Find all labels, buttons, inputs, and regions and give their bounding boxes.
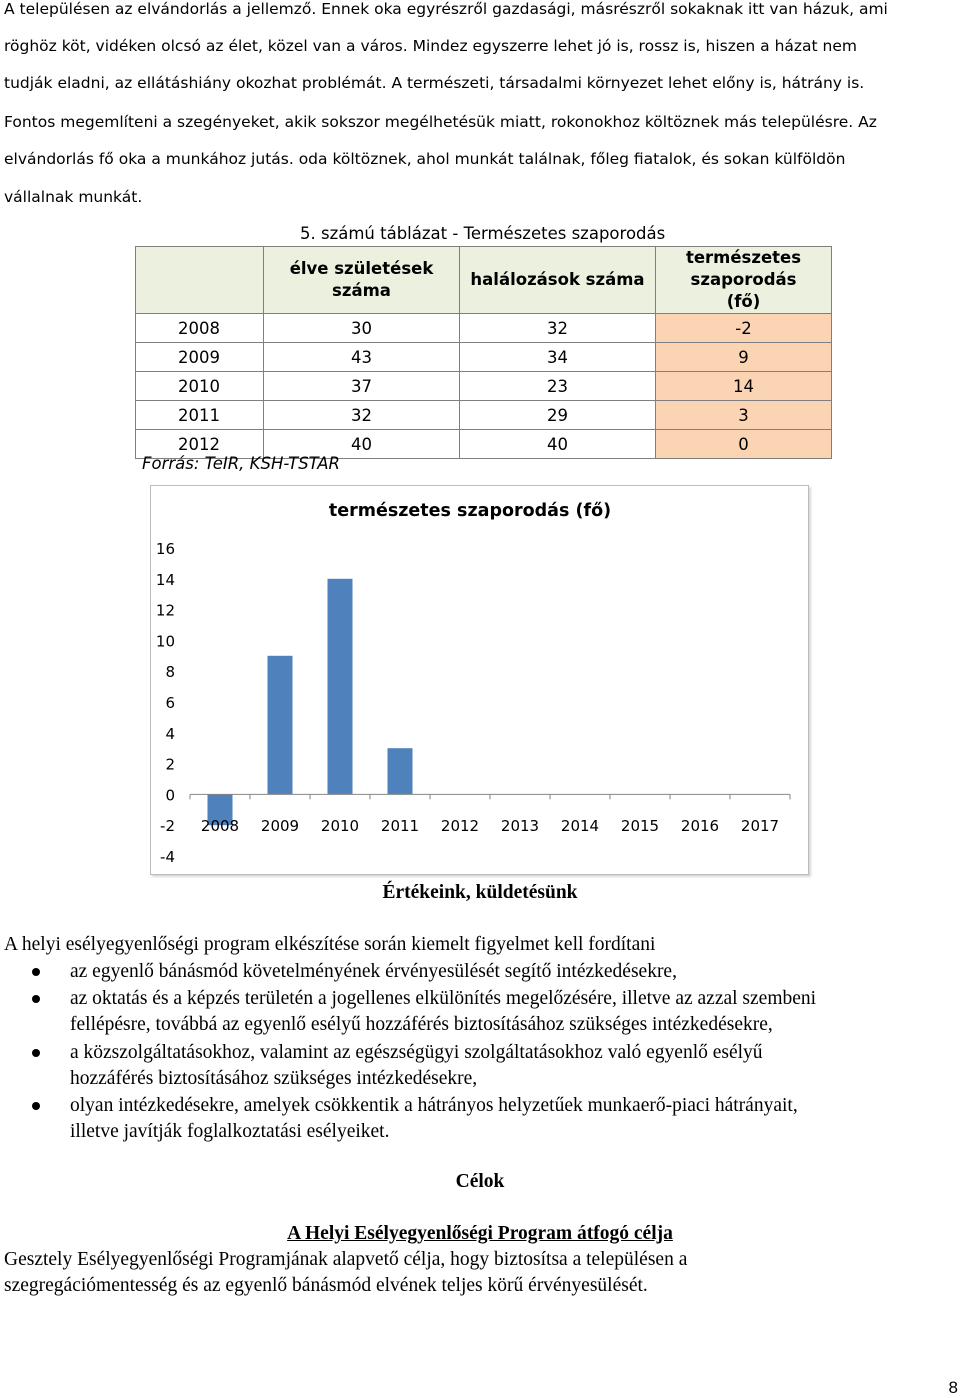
chart-title: természetes szaporodás (fő) bbox=[329, 501, 611, 521]
y-tick-label: -4 bbox=[160, 848, 175, 866]
list-item-continuation: hozzáférés biztosításához szükséges intézkedésekre, bbox=[70, 1068, 477, 1090]
page-number: 8 bbox=[949, 1378, 958, 1398]
bullet-dot bbox=[32, 1102, 40, 1110]
cell-births: 32 bbox=[264, 401, 460, 430]
bullet-dot bbox=[32, 1049, 40, 1057]
y-tick-label: 2 bbox=[165, 756, 175, 774]
cell-deaths: 34 bbox=[460, 343, 656, 372]
y-tick-label: 16 bbox=[156, 540, 175, 558]
y-tick-label: 12 bbox=[156, 602, 175, 620]
x-tick-label: 2011 bbox=[381, 817, 419, 835]
intro-line-4: Fontos megemlíteni a szegényeket, akik sokszor megélhetésük miatt, rokonokhoz költöznek más településre. Az bbox=[4, 113, 958, 131]
y-tick-label: -2 bbox=[160, 817, 175, 835]
table-row bbox=[136, 401, 832, 430]
list-item: olyan intézkedésekre, amelyek csökkentik a hátrányos helyzetűek munkaerő-piaci hátrányait, bbox=[70, 1095, 958, 1117]
table-header-empty bbox=[136, 247, 264, 314]
goals-heading: Célok bbox=[0, 1171, 960, 1193]
cell-year: 2008 bbox=[136, 314, 264, 343]
table-header-deaths: halálozások száma bbox=[460, 247, 656, 314]
bar bbox=[328, 579, 353, 795]
cell-deaths: 40 bbox=[460, 430, 656, 459]
values-intro: A helyi esélyegyenlőségi program elkészítése során kiemelt figyelmet kell fordítani bbox=[4, 934, 655, 956]
bullet-dot bbox=[32, 968, 40, 976]
list-item: az egyenlő bánásmód követelményének érvényesülését segítő intézkedésekre, bbox=[70, 961, 677, 983]
cell-year: 2011 bbox=[136, 401, 264, 430]
list-item-continuation: illetve javítják foglalkoztatási esélyeiket. bbox=[70, 1121, 389, 1143]
list-item: az oktatás és a képzés területén a jogellenes elkülönítés megelőzésére, illetve az azzal szembeni bbox=[70, 988, 958, 1010]
cell-deaths: 32 bbox=[460, 314, 656, 343]
goal-text-line-2: szegregációmentesség és az egyenlő bánásmód elvének teljes körű érvényesülését. bbox=[4, 1275, 648, 1297]
cell-year: 2010 bbox=[136, 372, 264, 401]
y-tick-label: 4 bbox=[165, 725, 175, 743]
x-tick-label: 2017 bbox=[741, 817, 779, 835]
intro-line-3: tudják eladni, az ellátáshiány okozhat problémát. A természeti, társadalmi környezet lehet előny is, hátrány is. bbox=[4, 74, 864, 92]
y-tick-label: 6 bbox=[165, 694, 175, 712]
intro-line-5: elvándorlás fő oka a munkához jutás. oda költöznek, ahol munkát találnak, főleg fiatalok, és sokan külföldön bbox=[4, 150, 958, 168]
cell-births: 43 bbox=[264, 343, 460, 372]
x-tick-label: 2012 bbox=[441, 817, 479, 835]
cell-year: 2012 bbox=[136, 430, 264, 459]
table-header-row bbox=[136, 247, 832, 314]
cell-natural: 3 bbox=[656, 401, 832, 430]
intro-line-6: vállalnak munkát. bbox=[4, 188, 142, 206]
goal-text-line-1: Gesztely Esélyegyenlőségi Programjának alapvető célja, hogy biztosítsa a településen a bbox=[4, 1249, 958, 1271]
cell-births: 30 bbox=[264, 314, 460, 343]
list-item: a közszolgáltatásokhoz, valamint az egészségügyi szolgáltatásokhoz való egyenlő esélyű bbox=[70, 1042, 958, 1064]
bar bbox=[268, 656, 293, 795]
x-tick-label: 2016 bbox=[681, 817, 719, 835]
cell-births: 40 bbox=[264, 430, 460, 459]
goal-subheading: A Helyi Esélyegyenlőségi Program átfogó célja bbox=[0, 1223, 960, 1245]
table-header-births: élve születések száma bbox=[264, 247, 460, 314]
cell-births: 37 bbox=[264, 372, 460, 401]
bullet-dot bbox=[32, 995, 40, 1003]
y-tick-label: 14 bbox=[156, 571, 175, 589]
cell-natural: 0 bbox=[656, 430, 832, 459]
cell-natural: 9 bbox=[656, 343, 832, 372]
intro-line-2: röghöz köt, vidéken olcsó az élet, közel van a város. Mindez egyszerre lehet jó is, rossz is, hiszen a házat nem bbox=[4, 37, 958, 55]
x-tick-label: 2015 bbox=[621, 817, 659, 835]
cell-year: 2009 bbox=[136, 343, 264, 372]
y-tick-label: 8 bbox=[165, 663, 175, 681]
cell-natural: 14 bbox=[656, 372, 832, 401]
table-caption: 5. számú táblázat - Természetes szaporodás bbox=[300, 224, 665, 243]
table-source: Forrás: TeIR, KSH-TSTAR bbox=[142, 454, 340, 473]
bar bbox=[388, 748, 413, 794]
y-tick-label: 0 bbox=[165, 786, 175, 804]
table-row bbox=[136, 343, 832, 372]
x-tick-label: 2013 bbox=[501, 817, 539, 835]
y-tick-label: 10 bbox=[156, 632, 175, 650]
values-heading: Értékeink, küldetésünk bbox=[0, 882, 960, 904]
cell-deaths: 29 bbox=[460, 401, 656, 430]
x-tick-label: 2009 bbox=[261, 817, 299, 835]
x-tick-label: 2008 bbox=[201, 817, 239, 835]
table-row bbox=[136, 372, 832, 401]
table-header-natural: természetes szaporodás (fő) bbox=[656, 247, 832, 314]
x-tick-label: 2014 bbox=[561, 817, 599, 835]
cell-natural: -2 bbox=[656, 314, 832, 343]
x-tick-label: 2010 bbox=[321, 817, 359, 835]
table-row bbox=[136, 314, 832, 343]
list-item-continuation: fellépésre, továbbá az egyenlő esélyű hozzáférés biztosításához szükséges intézkedésekre, bbox=[70, 1014, 773, 1036]
natural-increase-chart bbox=[150, 485, 810, 877]
intro-line-1: A településen az elvándorlás a jellemző. Ennek oka egyrészről gazdasági, másrészről sokaknak itt van házuk, ami bbox=[4, 0, 958, 18]
natural-increase-table bbox=[135, 246, 832, 459]
cell-deaths: 23 bbox=[460, 372, 656, 401]
